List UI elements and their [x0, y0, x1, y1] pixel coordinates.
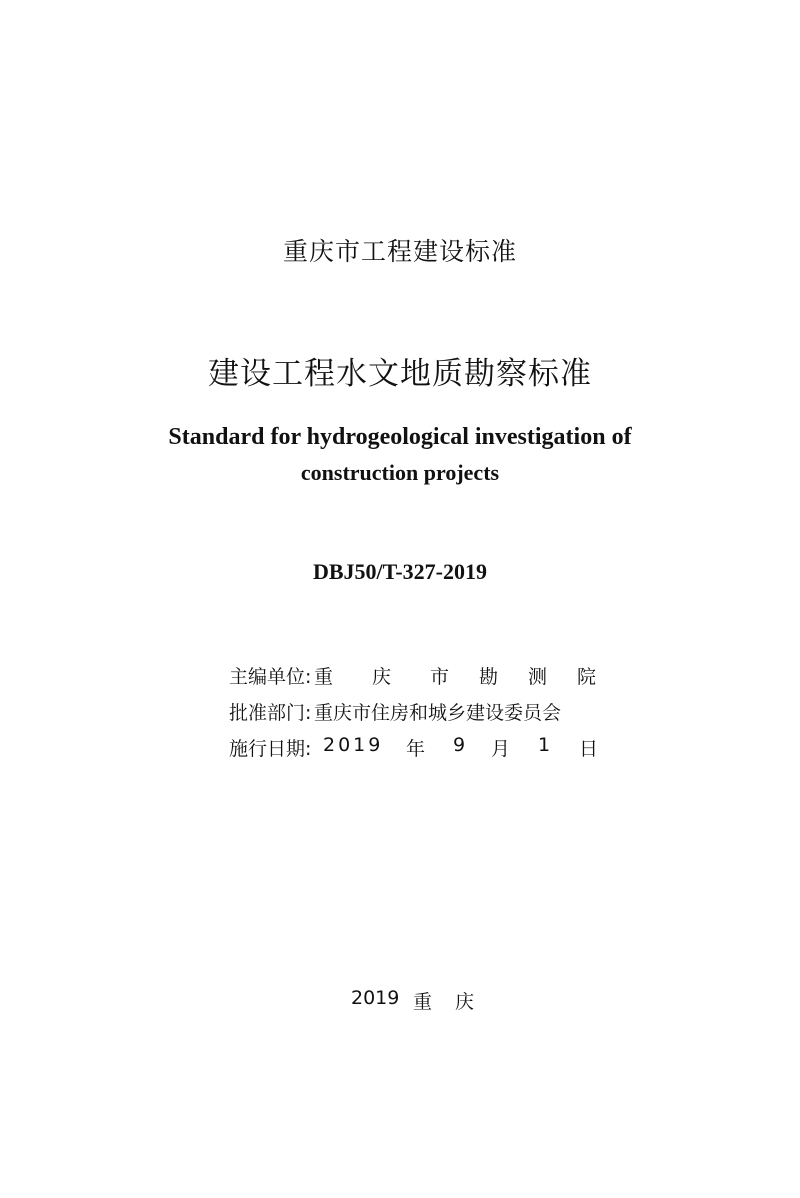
effective-date-month: 9: [453, 734, 466, 756]
editor-label: 主编单位:: [229, 666, 312, 688]
approver-row: [229, 698, 609, 728]
effective-date-year-unit: 年: [406, 738, 426, 760]
document-title-zh: 建设工程水文地质勘察标准: [208, 356, 592, 392]
document-title-en-line2: construction projects: [300, 460, 500, 485]
approver-value: 重庆市住房和城乡建设委员会: [314, 702, 562, 724]
editor-char: 院: [577, 666, 597, 688]
editor-char: 勘: [479, 666, 499, 688]
editor-char: 重: [314, 666, 334, 688]
editor-char: 测: [528, 666, 548, 688]
editor-char: 庆: [372, 666, 392, 688]
standard-code: DBJ50/T-327-2019: [313, 559, 487, 584]
effective-date-label: 施行日期:: [229, 738, 312, 760]
editor-char: 市: [430, 666, 450, 688]
editor-row: [229, 662, 609, 692]
effective-date-day: 1: [538, 734, 551, 756]
document-title-en-line1: Standard for hydrogeological investigation of: [168, 424, 632, 450]
footer-city-char: 庆: [455, 991, 475, 1013]
effective-date-year: 2019: [323, 734, 384, 756]
series-title: 重庆市工程建设标准: [282, 237, 517, 266]
effective-date-month-unit: 月: [491, 738, 511, 760]
footer-year: 2019: [351, 987, 400, 1009]
approver-label: 批准部门:: [229, 702, 312, 724]
effective-date-row: [229, 734, 609, 764]
footer-city-char: 重: [413, 991, 433, 1013]
effective-date-day-unit: 日: [579, 738, 599, 760]
